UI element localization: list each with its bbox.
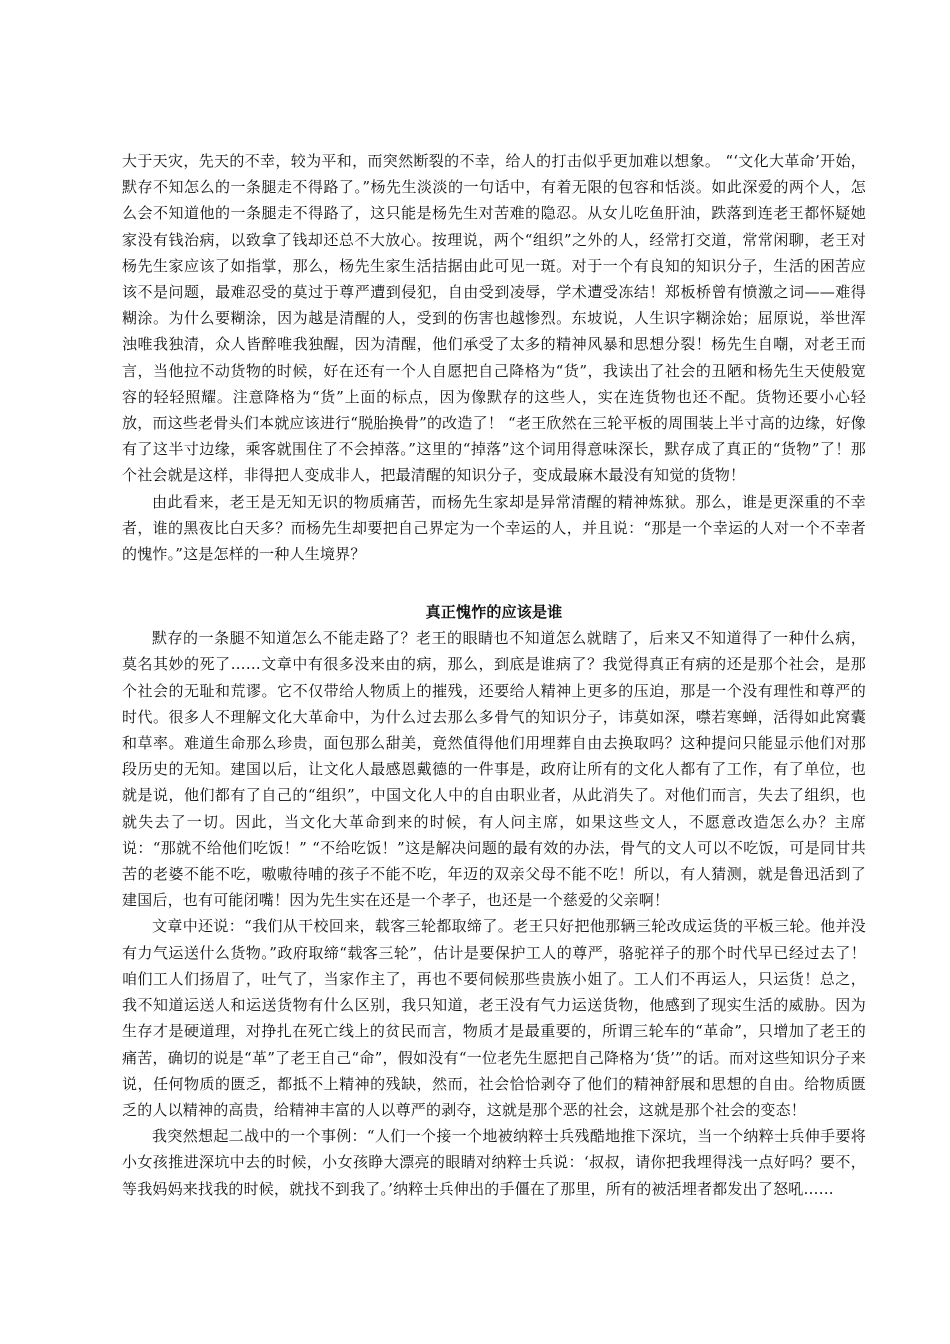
document-page [122, 148, 866, 1202]
paragraph-2: 由此看来，老王是无知无识的物质痛苦，而杨先生家却是异常清醒的精神炼狱。那么，谁是更深重的不幸者，谁的黑夜比白天多？而杨先生却要把自己界定为一个幸运的人，并且说：“那是一个幸运的人对一个不幸者的愧怍。”这是怎样的一种人生境界？ [122, 492, 866, 564]
paragraph-3: 默存的一条腿不知道怎么不能走路了？老王的眼睛也不知道怎么就瞎了，后来又不知道得了一种什么病，莫名其妙的死了……文章中有很多没来由的病，那么，到底是谁病了？我觉得真正有病的还是那个社会，是那个社会的无耻和荒谬。它不仅带给人物质上的摧残，还要给人精神上更多的压迫，那是一个没有理性和尊严的时代。很多人不理解文化大革命中，为什么过去那么多骨气的知识分子，讳莫如深，噤若寒蝉，活得如此窝囊和草率。难道生命那么珍贵，面包那么甜美，竟然值得他们用埋葬自由去换取吗？这种提问只能显示他们对那段历史的无知。建国以后，让文化人最感恩戴德的一件事是，政府让所有的文化人都有了工作，有了单位，也就是说，他们都有了自己的“组织”，中国文化人中的自由职业者，从此消失了。对他们而言，失去了组织，也就失去了一切。因此，当文化大革命到来的时候，有人问主席，如果这些文人，不愿意改造怎么办？主席说：“那就不给他们吃饭！” “不给吃饭！”这是解决问题的最有效的办法，骨气的文人可以不吃饭，可是同甘共苦的老婆不能不吃，嗷嗷待哺的孩子不能不吃，年迈的双亲父母不能不吃！所以，有人猜测，就是鲁迅活到了建国后，也有可能闭嘴！因为先生实在还是一个孝子，也还是一个慈爱的父亲啊！ [122, 629, 866, 910]
paragraph-5: 我突然想起二战中的一个事例：“人们一个接一个地被纳粹士兵残酷地推下深坑，当一个纳粹士兵伸手要将小女孩推进深坑中去的时候，小女孩睁大漂亮的眼睛对纳粹士兵说：‘叔叔，请你把我埋得浅一点好吗？要不，等我妈妈来找我的时候，就找不到我了。’纳粹士兵伸出的手僵在了那里，所有的被活埋者都发出了怒吼…… [122, 1127, 866, 1198]
paragraph-4: 文章中还说：“我们从干校回来，载客三轮都取缔了。老王只好把他那辆三轮改成运货的平板三轮。他并没有力气运送什么货物。”政府取缔“载客三轮”，估计是要保护工人的尊严，骆驼祥子的那个时代早已经过去了！咱们工人们扬眉了，吐气了，当家作主了，再也不要伺候那些贵族小姐了。工人们不再运人，只运货！总之，我不知道运送人和运送货物有什么区别，我只知道，老王没有气力运送货物，他感到了现实生活的威胁。因为生存才是硬道理，对挣扎在死亡线上的贫民而言，物质才是最重要的，所谓三轮车的“革命”，只增加了老王的痛苦，确切的说是“革”了老王自己“命”，假如没有“一位老先生愿把自己降格为‘货’”的话。而对这些知识分子来说，任何物质的匮乏，都抵不上精神的残缺，然而，社会恰恰剥夺了他们的精神舒展和思想的自由。给物质匮乏的人以精神的高贵，给精神丰富的人以尊严的剥夺，这就是那个恶的社会，这就是那个社会的变态！ [122, 917, 866, 1119]
paragraph-1: 大于天灾，先天的不幸，较为平和，而突然断裂的不幸，给人的打击似乎更加难以想象。 “‘文化大革命’开始，默存不知怎么的一条腿走不得路了。”杨先生淡淡的一句话中，有着无限的包容和恬淡。如此深爱的两个人，怎么会不知道他的一条腿走不得路了，这只能是杨先生对苦难的隐忍。从女儿吃鱼肝油，跌落到连老王都怀疑她家没有钱治病，以致拿了钱却还总不大放心。按理说，两个“组织”之外的人，经常打交道，常常闲聊，老王对杨先生家应该了如指掌，那么，杨先生家生活拮据由此可见一斑。对于一个有良知的知识分子，生活的困苦应该不是问题，最难忍受的莫过于尊严遭到侵犯，自由受到凌辱，学术遭受冻结！郑板桥曾有愤激之词——难得糊涂。为什么要糊涂，因为越是清醒的人，受到的伤害也越惨烈。东坡说，人生识字糊涂始；屈原说，举世浑浊唯我独清，众人皆醉唯我独醒，因为清醒，他们承受了太多的精神风暴和思想分裂！杨先生自嘲，对老王而言，当他拉不动货物的时候，好在还有一个人自愿把自己降格为“货”，我读出了社会的丑陋和杨先生天使般宽容的轻轻照耀。注意降格为“货”上面的标点，因为像默存的这些人，实在连货物也还不配。货物还要小心轻放，而这些老骨头们本就应该进行“脱胎换骨”的改造了！ “老王欣然在三轮平板的周围装上半寸高的边缘，好像有了这半寸边缘，乘客就围住了不会掉落。”这里的“掉落”这个词用得意味深长，默存成了真正的“货物”了！那个社会就是这样，非得把人变成非人，把最清醒的知识分子，变成最麻木最没有知觉的货物！ [122, 152, 866, 485]
section-title: 真正愧怍的应该是谁 [425, 603, 563, 622]
